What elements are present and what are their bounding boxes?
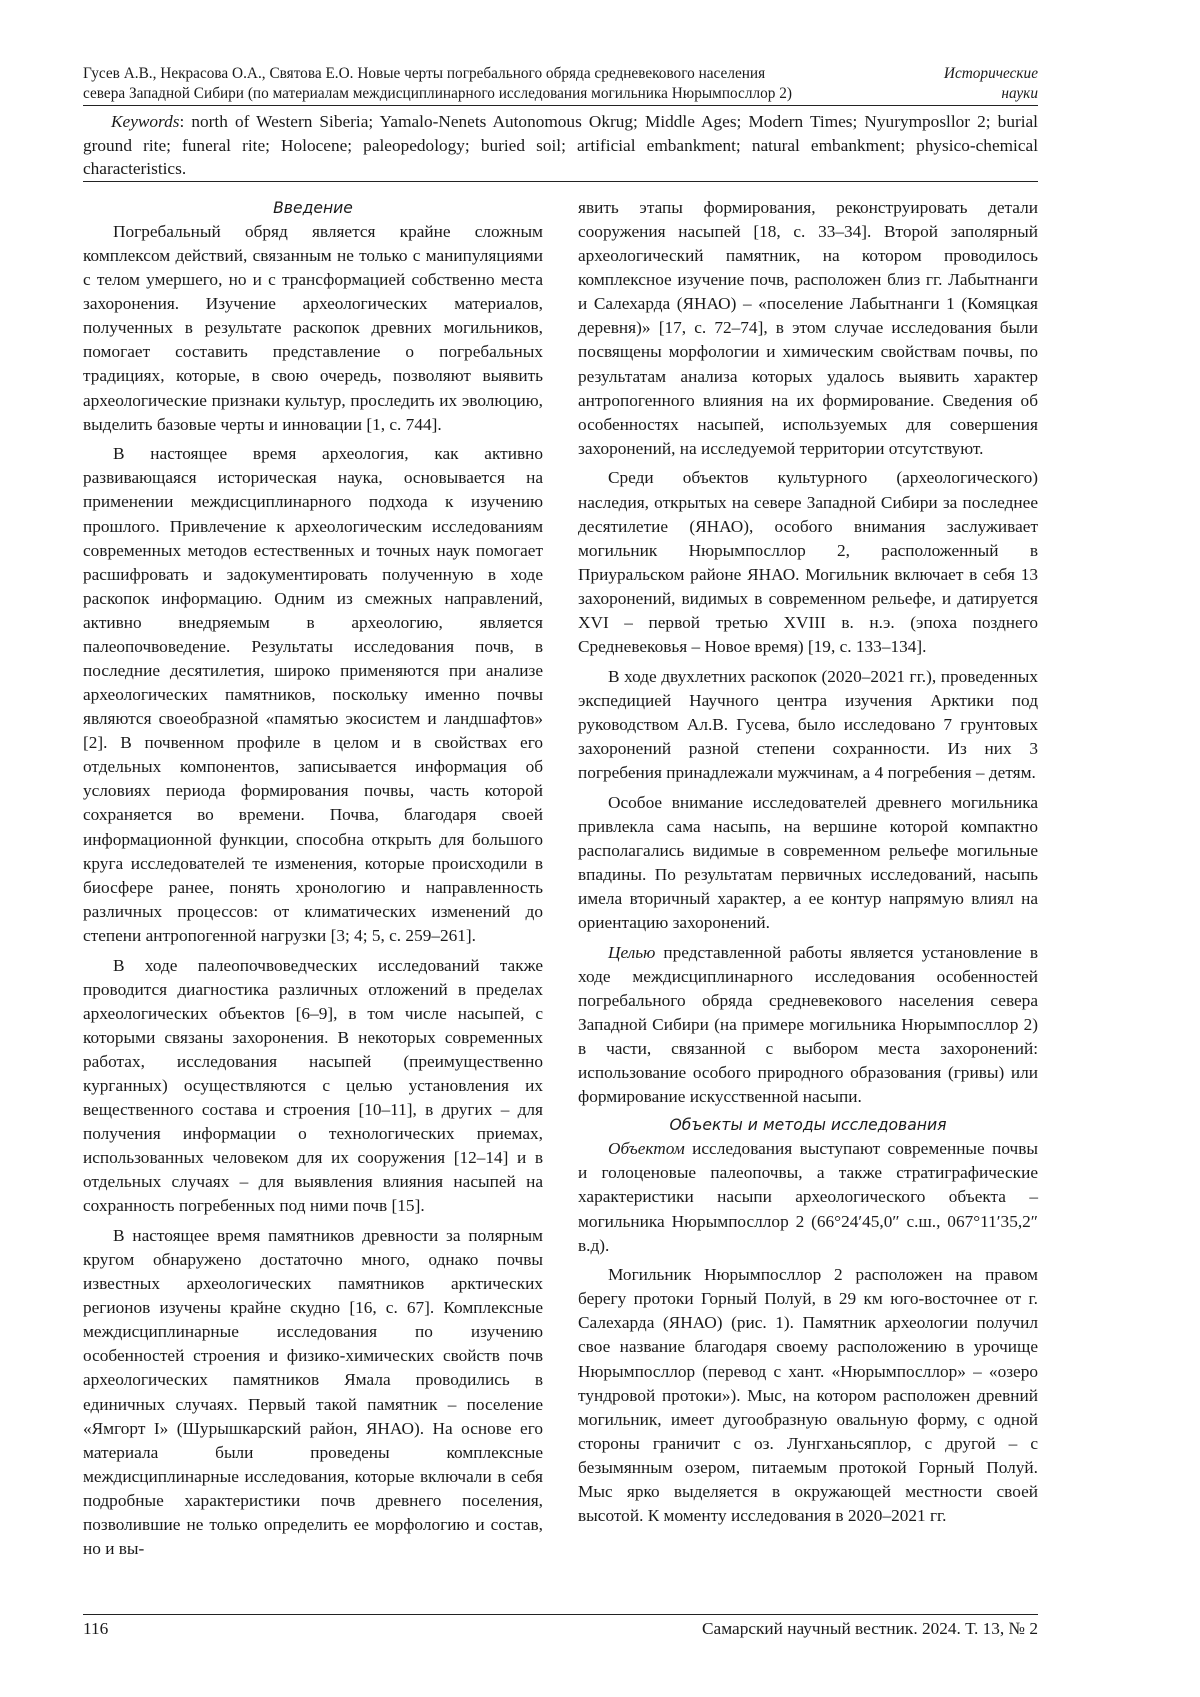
keywords-text: : north of Western Siberia; Yamalo-Nenets Autonomous Okrug; Middle Ages; Modern Times; Nyurymposllor 2; burial ground rite; funeral rite; Holocene; paleopedology; buried soil; artificial embankment; natural embankment; physico-chemical characteristics. — [83, 112, 1038, 178]
paragraph-goal — [578, 941, 1038, 1110]
header-citation-line-2: севера Западной Сибири (по материалам междисциплинарного исследования могильника Нюрымпосллор 2) — [83, 85, 792, 102]
object-text: исследования выступают современные почвы и голоценовые палеопочвы, а также стратиграфические характеристики насыпи археологического объекта – могильника Нюрымпосллор 2 (66°24′45,0″ с.ш., 067°11′35,2″ в.д). — [578, 1139, 1038, 1255]
header-article-citation — [83, 64, 923, 104]
running-header — [83, 64, 1038, 106]
journal-citation: Самарский научный вестник. 2024. Т. 13, № 2 — [702, 1619, 1038, 1638]
section-heading-objects-methods: Объекты и методы исследования — [669, 1116, 947, 1135]
page-number: 116 — [83, 1619, 109, 1638]
header-section-line-1: Исторические — [943, 65, 1038, 82]
paragraph-continuation: явить этапы формирования, реконструировать детали сооружения насыпей [18, с. 33–34]. Второй заполярный археологический памятник, на котором проводилось комплексное изучение почв, расположен близ гг. Лабытнанги и Салехарда (ЯНАО) – «поселение Лабытнанги 1 (Комяцкая деревня)» [17, с. 72–74], в этом случае исследования были посвящены морфологии и химическим свойствам почвы, по результатам анализа которых удалось выявить характер антропогенного влияния на их формирование. Сведения об особенностях насыпей, используемых для совершения захоронений, на исследуемой территории отсутствуют. — [578, 198, 1038, 458]
right-column — [578, 196, 1038, 1528]
header-divider — [83, 105, 1038, 106]
header-section-line-2: науки — [1001, 85, 1038, 102]
keywords-block — [83, 110, 1038, 181]
paragraph: Погребальный обряд является крайне сложным комплексом действий, связанным не только с манипуляциями с телом умершего, но и с трансформацией собственно места захоронения. Изучение археологических материалов, полученных в результате раскопок древних могильников, помогает составить представление о погребальных традициях, которые, в свою очередь, позволяют выявить археологические признаки культур, проследить их эволюцию, выделить базовые черты и инновации [1, с. 744]. — [83, 222, 543, 434]
left-column — [83, 196, 543, 1561]
header-section-name — [918, 64, 1038, 104]
paragraph: Среди объектов культурного (археологического) наследия, открытых на севере Западной Сибири за последнее десятилетие (ЯНАО), особого внимания заслуживает могильник Нюрымпосллор 2, расположенный в Приуральском районе ЯНАО. Могильник включает в себя 13 захоронений, видимых в современном рельефе, и датируется XVI – первой третью XVIII в. н.э. (эпоха позднего Средневековья – Новое время) [19, с. 133–134]. — [578, 468, 1038, 656]
paragraph: В ходе палеопочвоведческих исследований также проводится диагностика различных отложений в пределах археологических объектов [6–9], в том числе насыпей, с которыми связаны захоронения. В некоторых современных работах, исследования насыпей (преимущественно курганных) осуществляются с целью установления их вещественного состава и строения [10–11], в других – для получения информации о технологических приемах, использованных человеком для их сооружения [12–14] и в отдельных случаях – для выявления влияния насыпей на сохранность погребенных под ними почв [15]. — [83, 955, 543, 1216]
header-citation-line-1: Гусев А.В., Некрасова О.А., Святова Е.О. Новые черты погребального обряда средневекового населения — [83, 65, 766, 82]
keywords-label: Keywords — [111, 112, 180, 131]
paragraph: Могильник Нюрымпосллор 2 расположен на правом берегу протоки Горный Полуй, в 29 км юго-восточнее от г. Салехарда (ЯНАО) (рис. 1). Памятник археологии получил свое название благодаря своему расположению в урочище Нюрымпосллор (перевод с хант. «Нюрымпосллор» – «озеро тундровой протоки»). Мыс, на котором расположен древний могильник, имеет дугообразную овальную форму, с одной стороны граничит с оз. Лунгханьсяплор, с другой – с безымянным озером, питаемым протокой Горный Полуй. Мыс ярко выделяется в окружающей местности своей высотой. К моменту исследования в 2020–2021 гг. — [578, 1265, 1038, 1526]
paragraph: В настоящее время памятников древности за полярным кругом обнаружено достаточно много, однако почвы известных археологических памятников арктических регионов изучены крайне скудно [16, с. 67]. Комплексные междисциплинарные исследования по изучению особенностей строения и физико-химических свойств почв археологических памятников Ямала проводились в единичных случаях. Первый такой памятник – поселение «Ямгорт I» (Шурышкарский район, ЯНАО). На основе его материала были проведены комплексные междисциплинарные исследования, которые включали в себя подробные характеристики почв древнего поселения, позволившие не только определить ее морфологию и состав, но и вы- — [83, 1225, 543, 1558]
goal-text: представленной работы является установление в ходе междисциплинарного исследования особенностей погребального обряда средневекового населения севера Западной Сибири (на примере могильника Нюрымпосллор 2) в части, связанной с выбором места захоронений: использование особого природного образования (гривы) или формирование искусственной насыпи. — [578, 942, 1038, 1107]
object-lead-word: Объектом — [608, 1139, 685, 1159]
paragraph-object — [578, 1137, 1038, 1257]
section-heading-introduction: Введение — [273, 199, 353, 217]
paragraph: В ходе двухлетних раскопок (2020–2021 гг.), проведенных экспедицией Научного центра изучения Арктики под руководством Ал.В. Гусева, было исследовано 7 грунтовых захоронений разной степени сохранности. Из них 3 погребения принадлежали мужчинам, а 4 погребения – детям. — [578, 666, 1038, 782]
keywords-divider — [83, 181, 1038, 182]
footer-divider — [83, 1614, 1038, 1615]
running-footer — [83, 1617, 1038, 1645]
paragraph: В настоящее время археология, как активно развивающаяся историческая наука, основывается на применении междисциплинарного подхода к изучению прошлого. Привлечение к археологическим исследованиям современных методов естественных и точных наук помогает расшифровать и задокументировать полученную в ходе раскопок информацию. Одним из смежных направлений, активно внедряемым в археологию, является палеопочвоведение. Результаты исследования почв, в последние десятилетия, широко применяются при анализе археологических памятников, поскольку именно почвы являются своеобразной «памятью экосистем и ландшафтов» [2]. В почвенном профиле в целом и в свойствах его отдельных компонентов, записывается информация об условиях периода формирования почвы, часть которой сохраняется во времени. Почва, благодаря своей информационной функции, способна открыть для большого круга исследователей те изменения, которые происходили в биосфере ранее, понять хронологию и направленность различных процессов: от климатических изменений до степени антропогенной нагрузки [3; 4; 5, с. 259–261]. — [83, 444, 543, 945]
paragraph: Особое внимание исследователей древнего могильника привлекла сама насыпь, на вершине которой компактно располагались видимые в современном рельефе могильные впадины. По результатам первичных исследований, насыпь имела вторичный характер, а ее контур напрямую влиял на ориентацию захоронений. — [578, 792, 1038, 933]
goal-lead-word: Целью — [608, 942, 656, 962]
